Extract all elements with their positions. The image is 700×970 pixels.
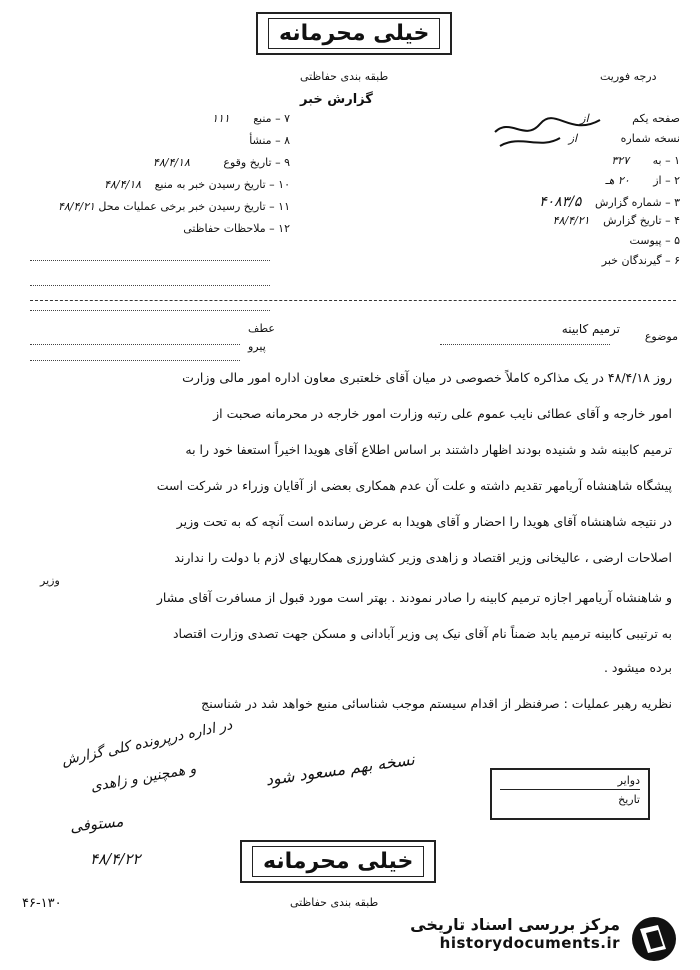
left-field-8: ۸ – منشأ [249, 134, 290, 147]
subject-value: ترمیم کابینه [561, 322, 620, 336]
subject-line [440, 334, 610, 345]
bottom-classification-stamp [240, 840, 436, 883]
handwritten-date: ۴۸/۴/۲۲ [90, 850, 141, 868]
body-line: امور خارجه و آقای عطائی نایب عموم علی رتبه وزارت امور خارجه در محرمانه صحبت از [213, 406, 672, 421]
registry-stamp-line2: تاریخ [618, 793, 640, 806]
body-line: به ترتیبی کابینه ترمیم یابد ضمناً نام آقای نیک پی وزیر آبادانی و مسکن جهت تصدی وزارت اقتصاد [172, 626, 672, 641]
ref-label: عطف [248, 322, 275, 335]
brand-title: مرکز بررسی اسناد تاریخی [410, 915, 620, 934]
right-field-page: صفحه یکم از [580, 112, 680, 125]
handwritten-center-note: نسخه بهم مسعود شود [264, 749, 416, 790]
handwritten-signature: مستوفی [69, 812, 125, 836]
left-field-10: ۱۰ – تاریخ رسیدن خبر به منبع ۴۸/۴/۱۸ [104, 178, 290, 191]
left-blank-line [30, 275, 270, 286]
body-line: روز ۴۸/۴/۱۸ در یک مذاکره کاملاً خصوصی در میان آقای خلعتبری معاون اداره امور مالی وزارت [182, 370, 672, 385]
registry-stamp [490, 768, 650, 820]
body-line: در نتیجه شاهنشاه آقای هویدا را احضار و آقای هویدا به عرض رسانده است آنچه که به تحت وزیر [176, 514, 672, 529]
brand-url: historydocuments.ir [439, 934, 620, 952]
body-line: پیشگاه شاهنشاه آریامهر تقدیم داشته و علت آن عدم همکاری بعضی از آقایان وزراء در شرکت است [156, 478, 672, 493]
body-line: نظریه رهبر عملیات : صرفنظر از اقدام سیستم موجب شناسائی منبع خواهد شد در شناسنج [201, 696, 672, 711]
left-blank-line [30, 300, 270, 311]
follow-line [30, 350, 240, 361]
brand-block [410, 915, 620, 952]
body-line: ترمیم کابینه شد و شنیده بودند اظهار داشتند بر اساس اطلاع آقای هویدا اخیراً استعفا خود را به [185, 442, 672, 457]
handwritten-scribble [490, 112, 610, 152]
right-field-report-date: ۴ – تاریخ گزارش ۴۸/۴/۲۱ [552, 214, 680, 227]
bottom-classification-label: طبقه بندی حفاظتی [290, 896, 379, 909]
handwritten-note-1: در اداره درپرونده کلی گزارش [60, 717, 234, 769]
page-code: ۴۶-۱۳۰ [22, 896, 62, 911]
top-classification-stamp [256, 12, 452, 55]
left-field-12: ۱۲ – ملاحظات حفاظتی [183, 222, 290, 235]
right-field-from: ۲ – از ۲۰ هـ [605, 174, 680, 187]
registry-stamp-line1: دوایر [500, 774, 640, 790]
priority-label: درجه فوریت [600, 70, 657, 83]
right-field-copy: نسخه شماره از [568, 132, 680, 145]
brand-logo-icon [628, 915, 680, 963]
body-line: برده میشود . [603, 660, 672, 675]
right-field-attachment: ۵ – پیوست [629, 234, 680, 247]
left-blank-line [30, 250, 270, 261]
left-fields [30, 112, 290, 311]
margin-note: وزیر [40, 574, 60, 587]
body-line: اصلاحات ارضی ، عالیخانی وزیر اقتصاد و زاهدی وزیر کشاورزی همکاریهای لازم با دولت را ندارند [174, 550, 672, 565]
subject-label: موضوع [644, 330, 678, 343]
left-field-11: ۱۱ – تاریخ رسیدن خبر برخی عملیات محل ۴۸/۴/۲۱ [57, 200, 290, 213]
ref-line [30, 334, 240, 345]
right-field-to: ۱ – به ۳۲۷ [611, 154, 680, 167]
separator-line [30, 300, 676, 301]
left-field-7: ۷ – منبع ۱۱۱ [211, 112, 290, 125]
handwritten-note-2: و همچنین و زاهدی [89, 760, 198, 796]
right-field-report-number: ۳ – شماره گزارش ۴۰۸۳/۵ [539, 194, 680, 210]
follow-label: پیرو [248, 340, 266, 353]
bottom-stamp-text: خیلی محرمانه [252, 846, 424, 877]
top-stamp-text: خیلی محرمانه [268, 18, 440, 49]
right-field-recipients: ۶ – گیرندگان خبر [601, 254, 680, 267]
top-classification-label: طبقه بندی حفاظتی [300, 70, 389, 83]
left-field-9: ۹ – تاریخ وقوع ۴۸/۴/۱۸ [152, 156, 290, 169]
body-line: و شاهنشاه آریامهر اجازه ترمیم کابینه را صادر نمودند . بهتر است مورد قبول از مسافرت آقای مشار [156, 590, 672, 605]
report-title: گزارش خبر [300, 92, 373, 107]
